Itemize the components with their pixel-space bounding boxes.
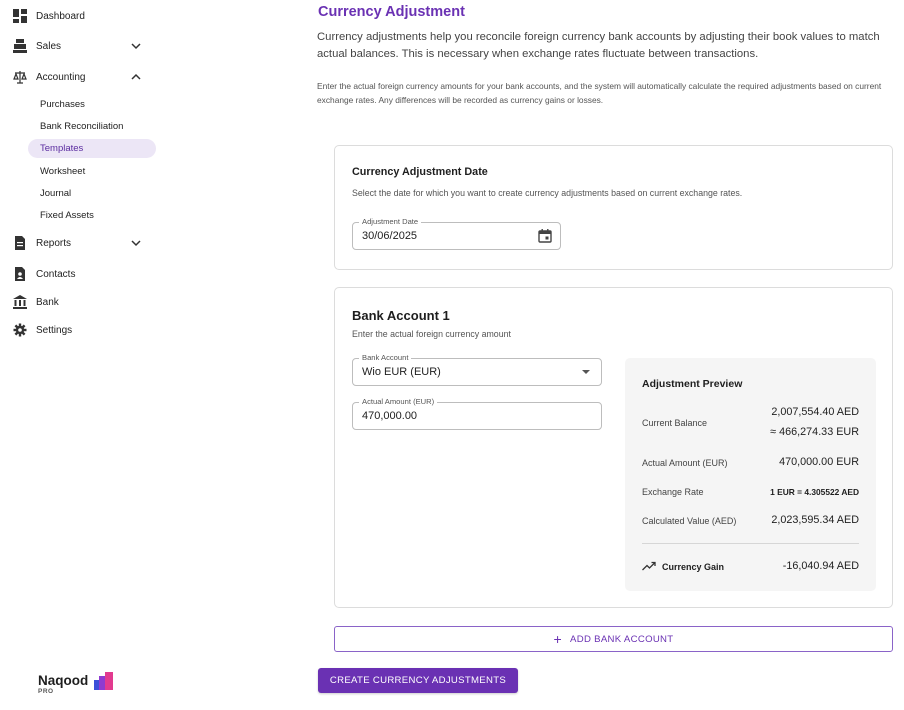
sidebar-item-label: Bank xyxy=(36,296,59,308)
sidebar-item-label: Sales xyxy=(36,40,62,52)
adjustment-date-card xyxy=(334,145,893,270)
preview-title: Adjustment Preview xyxy=(642,378,743,390)
actual-amount-value: 470,000.00 EUR xyxy=(779,456,859,468)
add-bank-account-label: ADD BANK ACCOUNT xyxy=(570,633,674,645)
contact-icon xyxy=(13,267,27,281)
dropdown-arrow-icon[interactable] xyxy=(578,364,594,380)
current-balance-aed: 2,007,554.40 AED xyxy=(771,406,859,418)
logo xyxy=(38,672,89,695)
currency-gain-value: -16,040.94 AED xyxy=(782,560,859,572)
page-instructions: Enter the actual foreign currency amounts for your bank accounts, and the system will automatically calculate the required adjustments based on current exchange rates. Any differences will be recorded as currency gains or losses. xyxy=(317,81,882,105)
exchange-rate-value: 1 EUR = 4.305522 AED xyxy=(770,487,859,497)
sidebar-subitem-bank-reconciliation[interactable]: Bank Reconciliation xyxy=(40,121,124,132)
bank-account-card xyxy=(334,287,893,608)
actual-amount-label: Actual Amount (EUR) xyxy=(642,458,728,468)
sidebar-item-dashboard[interactable] xyxy=(0,3,160,29)
scale-icon xyxy=(13,70,27,84)
sidebar-item-bank[interactable] xyxy=(0,289,160,315)
logo-name: Naqood xyxy=(38,673,89,688)
exchange-rate-label: Exchange Rate xyxy=(642,487,704,497)
register-icon xyxy=(13,39,27,53)
actual-amount-input[interactable] xyxy=(352,397,602,430)
logo-tier: PRO xyxy=(38,688,54,695)
dashboard-icon xyxy=(13,9,27,23)
current-balance-label: Current Balance xyxy=(642,418,708,428)
sidebar-item-sales[interactable] xyxy=(0,33,160,59)
field-label: Bank Account xyxy=(359,353,411,363)
chevron-down-icon[interactable] xyxy=(129,236,143,250)
sidebar-subitem-worksheet[interactable]: Worksheet xyxy=(40,166,86,177)
adjustment-date-field[interactable] xyxy=(352,217,561,250)
bank-icon xyxy=(13,295,27,309)
calculated-value: 2,023,595.34 AED xyxy=(771,514,859,526)
chevron-up-icon[interactable] xyxy=(129,70,143,84)
sidebar-subitem-purchases[interactable]: Purchases xyxy=(40,99,85,110)
chevron-down-icon[interactable] xyxy=(129,39,143,53)
sidebar-item-label: Reports xyxy=(36,237,72,249)
sidebar-item-accounting[interactable] xyxy=(0,64,160,90)
sidebar-item-label: Accounting xyxy=(36,71,86,83)
calendar-icon[interactable] xyxy=(537,228,553,244)
calculated-value-label: Calculated Value (AED) xyxy=(642,516,737,526)
card-subtitle: Enter the actual foreign currency amount xyxy=(352,329,511,339)
sidebar-item-reports[interactable] xyxy=(0,230,160,256)
sidebar-item-label: Dashboard xyxy=(36,10,85,22)
document-icon xyxy=(13,236,27,250)
card-title: Currency Adjustment Date xyxy=(352,166,488,178)
add-bank-account-button[interactable] xyxy=(334,626,893,652)
sidebar-subitem-templates[interactable]: Templates xyxy=(28,139,156,158)
sidebar-item-contacts[interactable] xyxy=(0,261,160,287)
trending-up-icon xyxy=(642,561,656,571)
field-value: Wio EUR (EUR) xyxy=(362,366,441,378)
card-title: Bank Account 1 xyxy=(352,308,450,323)
card-subtitle: Select the date for which you want to create currency adjustments based on current exchange rates. xyxy=(352,188,743,198)
field-value: 470,000.00 xyxy=(362,410,418,422)
sidebar-item-settings[interactable] xyxy=(0,317,160,343)
logo-mark-icon xyxy=(94,672,114,690)
adjustment-preview-panel xyxy=(625,358,876,591)
sidebar-item-label: Contacts xyxy=(36,268,76,280)
field-value: 30/06/2025 xyxy=(362,230,418,242)
sidebar-subitem-fixed-assets[interactable]: Fixed Assets xyxy=(40,210,94,221)
gear-icon xyxy=(13,323,27,337)
current-balance-eur: ≈ 466,274.33 EUR xyxy=(770,426,859,438)
plus-icon: + xyxy=(553,631,563,647)
sidebar-item-label: Settings xyxy=(36,324,73,336)
currency-gain-label: Currency Gain xyxy=(662,562,725,572)
sidebar-subitem-journal[interactable]: Journal xyxy=(40,188,72,199)
field-label: Actual Amount (EUR) xyxy=(359,397,437,407)
page-intro: Currency adjustments help you reconcile foreign currency bank accounts by adjusting their book values to match actual balances. This is necessary when exchange rates fluctuate between transactions. xyxy=(317,31,880,60)
preview-divider xyxy=(642,543,859,544)
bank-account-select[interactable] xyxy=(352,353,602,386)
create-currency-adjustments-button[interactable]: CREATE CURRENCY ADJUSTMENTS xyxy=(318,668,518,693)
page-title: Currency Adjustment xyxy=(318,4,465,20)
field-label: Adjustment Date xyxy=(359,217,421,227)
sidebar xyxy=(0,0,170,710)
